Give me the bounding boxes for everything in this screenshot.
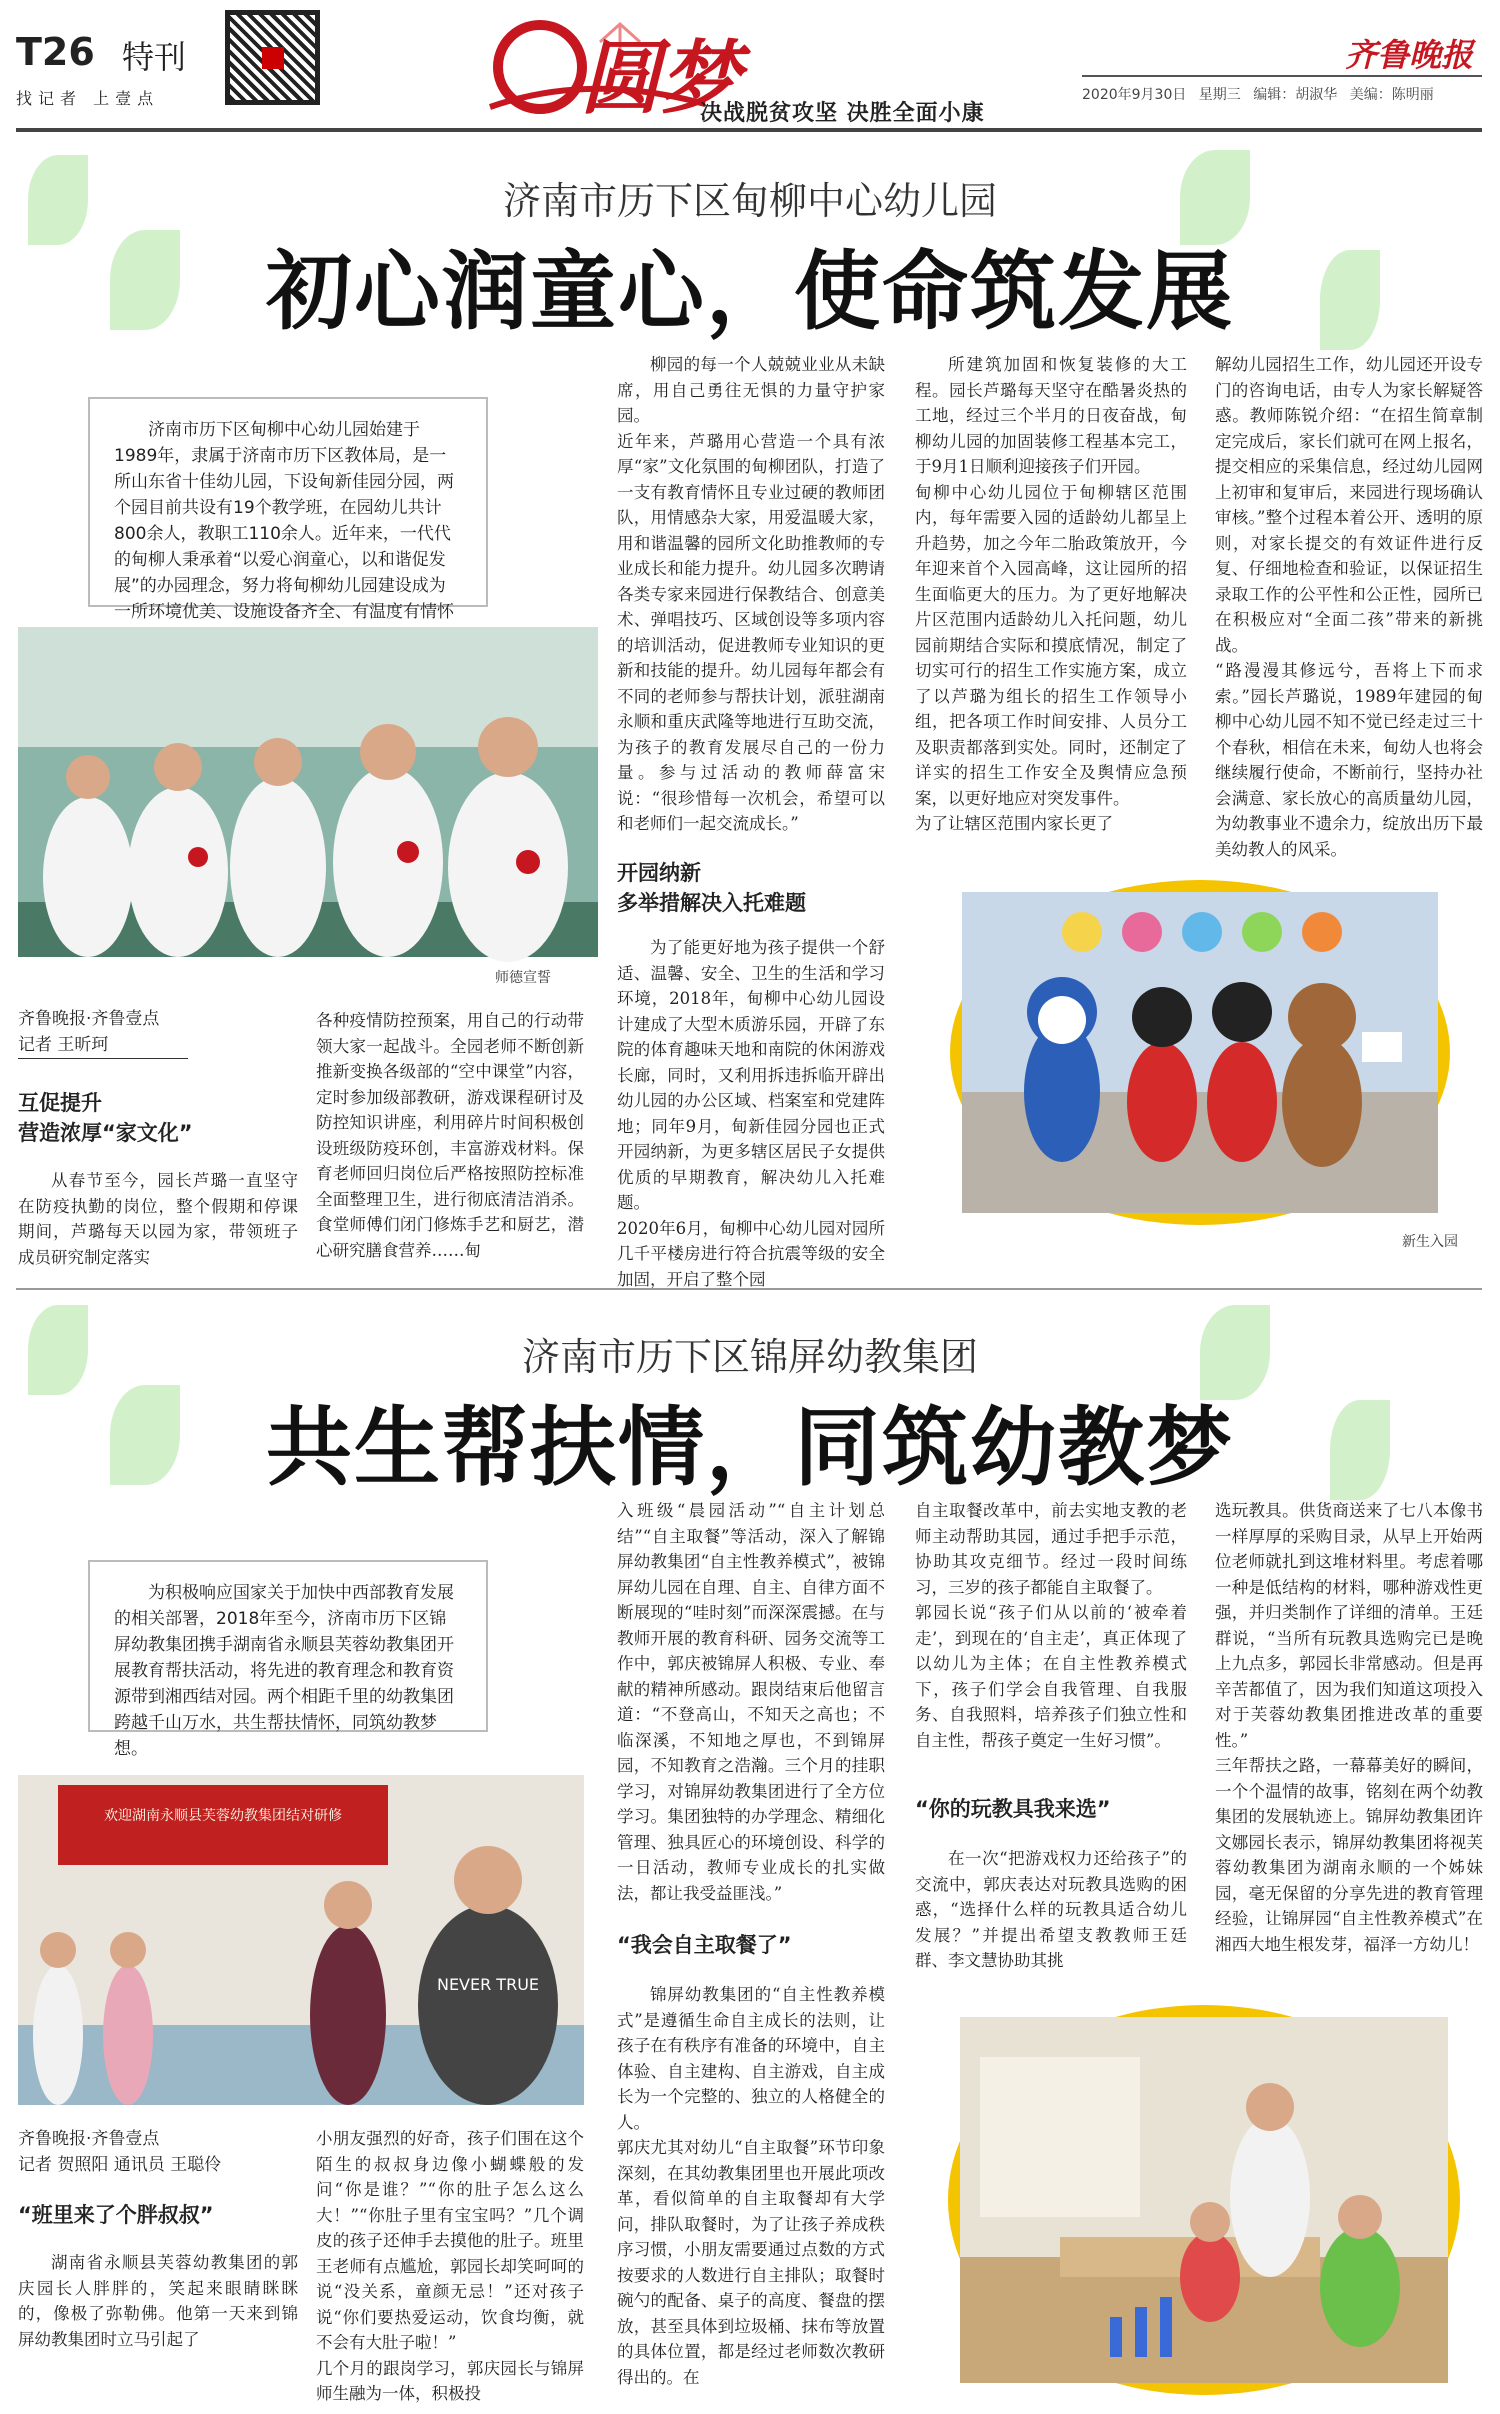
article2-column-5: 选玩教具。供货商送来了七八本像书一样厚厚的采购目录，从早上开始两位老师就扎到这堆材料里。考虑着哪一种是低结构的材料，哪种游戏性更强，并归类制作了详细的清单。王廷群说，“当所有玩教具选购完已是晚上九点多，郭园长非常感动。但是再辛苦都值了，因为我们知道这项投入对于芙蓉幼教集团推进改革的重要性。” 三年帮扶之路，一幕幕美好的瞬间，一个个温情的故事，铭刻在两个幼教集团的发展轨迹上。锦屏幼教集团许文娜园长表示，锦屏幼教集团将视芙蓉幼教集团为湖南永顺的一个姊妹园，毫无保留的分享先进的教育管理经验，让锦屏园“自主性教养模式”在湘西大地生根发芽，福泽一方幼儿！ bbox=[1215, 1501, 1483, 1954]
article2-title: 共生帮扶情，同筑幼教梦 bbox=[266, 1398, 1234, 1498]
article1-byline-source: 齐鲁晚报·齐鲁壹点 bbox=[18, 1009, 160, 1029]
exchange-activity-photo bbox=[18, 1775, 584, 2105]
top-divider bbox=[16, 128, 1482, 132]
article1-column-3: 柳园的每一个人兢兢业业从未缺席，用自己勇往无惧的力量守护家园。 近年来，芦璐用心营造一个具有浓厚“家”文化氛围的甸柳团队，打造了一支有教育情怀且专业过硬的教师团队，用情感杂大家，用爱温暖大家，用和谐温馨的园所文化助推教师的专业成长和能力提升。幼儿园多次聘请各类专家来园进行保教结合、创意美术、弹唱技巧、区域创设等多项内容的培训活动，促进教师专业知识的更新和技能的提升。幼儿园每年都会有不同的老师参与帮扶计划，派驻湖南永顺和重庆武隆等地进行互助交流，为孩子的教育发展尽自己的一份力量。参与过活动的教师薛富宋说：“很珍惜每一次机会，希望可以和老师们一起交流成长。” bbox=[617, 355, 885, 833]
article2-column-4: 自主取餐改革中，前去实地支教的老师主动帮助其园，通过手把手示范，协助其攻克细节。经过一段时间练习，三岁的孩子都能自主取餐了。 郭园长说“孩子们从以前的‘被牵着走’，到现在的‘自主走’，真正体现了以幼儿为主体；在自主性教养模式下，孩子们学会自我管理、自我服务、自我照料，培养孩子们独立性和自主性，帮孩子奠定一生好习惯”。 bbox=[915, 1501, 1187, 1750]
article1-title: 初心润童心，使命筑发展 bbox=[266, 242, 1234, 342]
article1-column-2: 各种疫情防控预案，用自己的行动带领大家一起战斗。全园老师不断创新推新变换各级部的“空中课堂”内容，定时参加级部教研，游戏课程研讨及防控知识讲座，利用碎片时间积极创设班级防疫环创，丰富游戏材料。保育老师回归岗位后严格按照防控标准全面整理卫生，进行彻底清洁消杀。食堂师傅们闭门修炼手艺和厨艺，潜心研究膳食营养……甸 bbox=[316, 1011, 584, 1260]
hotline-slogan: 找记者 上壹点 bbox=[16, 89, 160, 108]
leaf-decoration bbox=[28, 1305, 88, 1395]
article1-column-5: 解幼儿园招生工作，幼儿园还开设专门的咨询电话，由专人为家长解疑答惑。教师陈锐介绍：“在招生简章制定完成后，家长们就可在网上报名，提交相应的采集信息，经过幼儿园网上初审和复审后，来园进行现场确认审核。”整个过程本着公开、透明的原则，对家长提交的有效证件进行反复、仔细地检查和验证，以保证招生录取工作的公平性和公正性，园所已在积极应对“全面二孩”带来的新挑战。 “路漫漫其修远兮，吾将上下而求索。”园长芦璐说，1989年建园的甸柳中心幼儿园不知不觉已经走过三十个春秋，相信在未来，甸幼人也将会继续履行使命，不断前行，坚持办社会满意、家长放心的高质量幼儿园，为幼教事业不遗余力，绽放出历下最美幼教人的风采。 bbox=[1215, 355, 1483, 859]
article2-column-2: 小朋友强烈的好奇，孩子们围在这个陌生的叔叔身边像小蝴蝶般的发问“你是谁？”“你的肚子怎么这么大！”“你肚子里有宝宝吗？”几个调皮的孩子还伸手去摸他的肚子。班里王老师有点尴尬，郭园长却笑呵呵的说“没关系，童颜无忌！”还对孩子说“你们要热爱运动，饮食均衡，就不会有大肚子啦！” 几个月的跟岗学习，郭庆园长与锦屏师生融为一体，积极投 bbox=[316, 2129, 584, 2403]
photo1-caption: 师德宣誓 bbox=[495, 970, 551, 986]
article2-column-3: 入班级“晨园活动”“自主计划总结”“自主取餐”等活动，深入了解锦屏幼教集团“自主性教养模式”，被锦屏幼儿园在自理、自主、自律方面不断展现的“哇时刻”而深深震撼。在与教师开展的教育科研、园务交流等工作中，郭庆被锦屏人积极、专业、奉献的精神所感动。跟岗结束后他留言道：“不登高山，不知天之高也；不临深溪，不知地之厚也，不到锦屏园，不知教育之浩瀚。三个月的挂职学习，对锦屏幼教集团进行了全方位学习。集团独特的办学理念、精细化管理、独具匠心的环境创设、科学的一日活动，教师专业成长的扎实做法，都让我受益匪浅。” bbox=[617, 1501, 885, 1903]
qr-code-icon[interactable] bbox=[225, 10, 320, 105]
article2-section-head-2: “我会自主取餐了” bbox=[617, 1933, 792, 1957]
section-label: 特刊 bbox=[122, 38, 187, 76]
article1-column-3b: 为了能更好地为孩子提供一个舒适、温馨、安全、卫生的生活和学习环境，2018年，甸柳中心幼儿园设计建成了大型木质游乐园，开辟了东院的体育趣味天地和南院的休闲游戏长廊，同时，又利用拆违拆临开辟出幼儿园的办公区域、档案室和党建阵地；同年9月，甸新佳园分园也正式开园纳新，为更多辖区居民子女提供优质的早期教育，解决幼儿入托难题。 2020年6月，甸柳中心幼儿园对园所几千平楼房进行符合抗震等级的安全加固，开启了整个园 bbox=[617, 938, 885, 1289]
newspaper-name: 齐鲁晚报 bbox=[1345, 36, 1474, 74]
new-students-photo bbox=[950, 880, 1450, 1225]
article2-intro-box: 为积极响应国家关于加快中西部教育发展的相关部署，2018年至今，济南市历下区锦屏幼教集团携手湖南省永顺县芙蓉幼教集团开展教育帮扶活动，将先进的教育理念和教育资源带到湘西结对园。两个相距千里的幼教集团跨越千山万水，共生帮扶情怀，同筑幼教梦想。 bbox=[88, 1560, 488, 1732]
article1-intro-box: 济南市历下区甸柳中心幼儿园始建于1989年，隶属于济南市历下区教体局，是一所山东省十佳幼儿园，下设甸新佳园分园，两个园目前共设有19个教学班，在园幼儿共计800余人，教职工110余人。近年来，一代代的甸柳人秉承着“以爱心润童心，以和谐促发展”的办园理念，努力将甸柳幼儿园建设成为一所环境优美、设施设备齐全、有温度有情怀 bbox=[88, 397, 488, 607]
article1-section-head-1: 互促提升 营造浓厚“家文化” bbox=[18, 1091, 193, 1145]
section-divider bbox=[16, 1288, 1482, 1290]
shirt-text: NEVER TRUE bbox=[436, 1975, 540, 1994]
leaf-decoration bbox=[110, 230, 180, 330]
leaf-decoration bbox=[1330, 1400, 1390, 1500]
article2-section-head-1: “班里来了个胖叔叔” bbox=[18, 2203, 214, 2227]
masthead bbox=[0, 0, 1500, 140]
article2-section-head-3: “你的玩教具我来选” bbox=[915, 1797, 1111, 1821]
article1-section-head-2: 开园纳新 多举措解决入托难题 bbox=[617, 861, 806, 915]
logo-text: 圆梦 bbox=[580, 31, 740, 125]
leaf-decoration bbox=[28, 155, 88, 245]
article1-column-4: 所建筑加固和恢复装修的大工程。园长芦璐每天坚守在酷暑炎热的工地，经过三个半月的日夜奋战，甸柳幼儿园的加固装修工程基本完工，于9月1日顺利迎接孩子们开园。 甸柳中心幼儿园位于甸柳辖区范围内，每年需要入园的适龄幼儿都呈上升趋势，加之今年二胎政策放开，今年迎来首个入园高峰，这让园所的招生面临更大的压力。为了更好地解决片区范围内适龄幼儿入托问题，幼儿园前期结合实际和摸底情况，制定了切实可行的招生工作实施方案，成立了以芦璐为组长的招生工作领导小组，把各项工作时间安排、人员分工及职责都落到实处。同时，还制定了详实的招生工作安全及舆情应急预案，以更好地应对突发事件。 为了让辖区范围内家长更了 bbox=[915, 355, 1187, 833]
article1-byline-reporter: 记者 王昕珂 bbox=[18, 1032, 188, 1059]
dateline: 2020年9月30日 星期三 编辑：胡淑华 美编：陈明丽 bbox=[1082, 87, 1434, 103]
article2-byline-source: 齐鲁晚报·齐鲁壹点 bbox=[18, 2129, 160, 2149]
leaf-decoration bbox=[110, 1385, 180, 1485]
header-rule bbox=[1082, 75, 1482, 77]
leaf-decoration bbox=[1320, 250, 1380, 350]
article2-column-4b: 在一次“把游戏权力还给孩子”的交流中，郭庆表达对玩教具选购的困惑，“选择什么样的玩教具适合幼儿发展？”并提出希望支教教师王廷群、李文慧协助其挑 bbox=[915, 1849, 1187, 1970]
article2-column-1: 湖南省永顺县芙蓉幼教集团的郭庆园长人胖胖的，笑起来眼睛眯眯的，像极了弥勒佛。他第一天来到锦屏幼教集团时立马引起了 bbox=[18, 2253, 298, 2349]
article2-byline-reporter: 记者 贺照阳 通讯员 王聪伶 bbox=[18, 2155, 222, 2175]
teachers-oath-photo bbox=[18, 627, 598, 957]
campaign-slogan: 决战脱贫攻坚 决胜全面小康 bbox=[700, 101, 985, 126]
photo2-caption: 新生入园 bbox=[1402, 1234, 1458, 1250]
banner-text: 欢迎湖南永顺县芙蓉幼教集团结对研修 bbox=[104, 1808, 342, 1824]
article2-column-3b: 锦屏幼教集团的“自主性教养模式”是遵循生命自主成长的法则，让孩子在有秩序有准备的环境中，自主体验、自主建构、自主游戏，自主成长为一个完整的、独立的人格健全的人。 郭庆尤其对幼儿“自主取餐”环节印象深刻，在其幼教集团里也开展此项改革，看似简单的自主取餐却有大学问，排队取餐时，为了让孩子养成秩序习惯，小朋友需要通过点数的方式按要求的人数进行自主排队；取餐时碗勺的配备、桌子的高度、餐盘的摆放，甚至具体到垃圾桶、抹布等放置的具体位置，都是经过老师数次教研得出的。在 bbox=[617, 1985, 885, 2387]
article1-column-1: 从春节至今，园长芦璐一直坚守在防疫执勤的岗位，整个假期和停课期间，芦璐每天以园为家，带领班子成员研究制定落实 bbox=[18, 1171, 298, 1267]
article1-subtitle: 济南市历下区甸柳中心幼儿园 bbox=[502, 179, 997, 223]
self-serve-meal-photo bbox=[948, 2005, 1460, 2395]
page-number: T26 bbox=[16, 30, 95, 74]
article2-subtitle: 济南市历下区锦屏幼教集团 bbox=[521, 1335, 978, 1379]
